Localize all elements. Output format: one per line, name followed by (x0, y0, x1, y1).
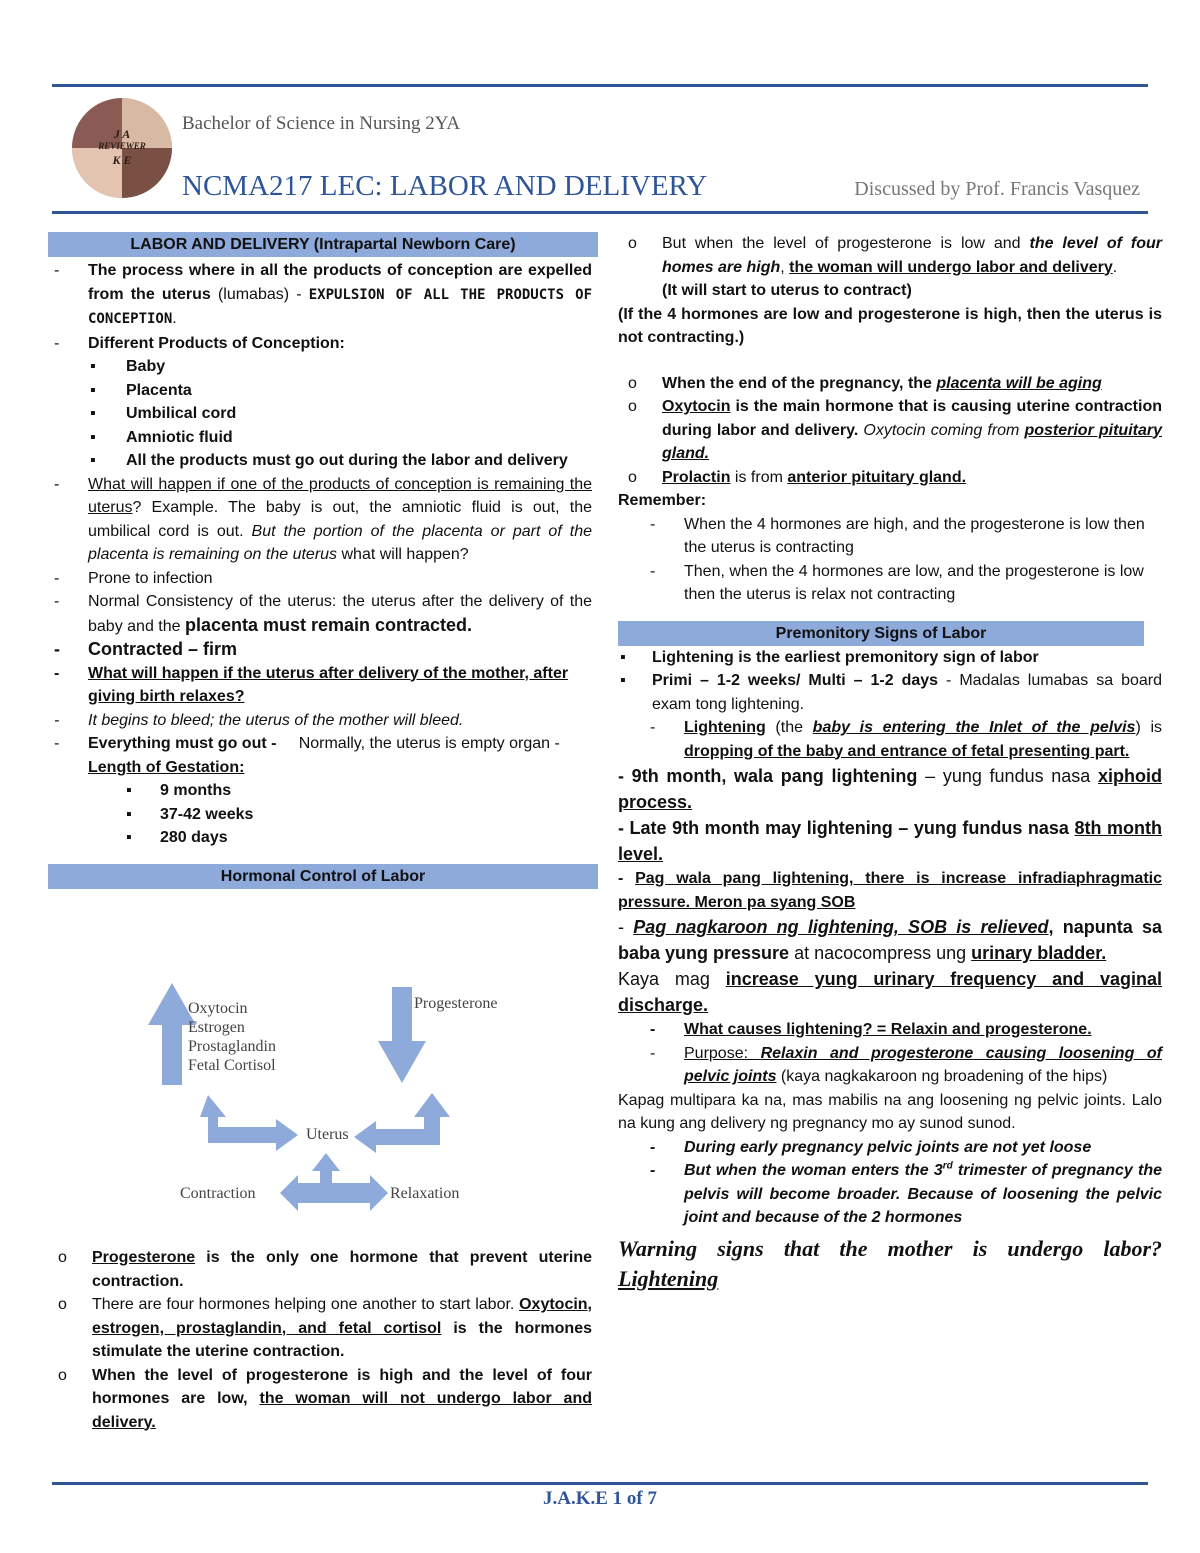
list-item: ▪ Lightening is the earliest premonitory sign of labor (620, 648, 1039, 666)
progesterone-label: Progesterone (414, 995, 498, 1012)
list-item: - Prone to infection (54, 569, 213, 587)
list-item: ▪ 37-42 weeks (126, 805, 254, 823)
hormone-label-oxytocin: Oxytocin (188, 1000, 248, 1017)
list-item: - Normal Consistency of the uterus: the uterus after the delivery of the baby and the placenta must remain contracted. (54, 593, 592, 635)
paragraph: (If the 4 hormones are low and progesterone is high, then the uterus is not contracting.) (618, 305, 1162, 346)
paragraph: - Pag nagkaroon ng lightening, SOB is relieved, napunta sa baba yung pressure at nacocompress ung urinary bladder. (618, 917, 1162, 963)
contraction-arrow-icon (200, 1095, 298, 1151)
section-band-premonitory-signs: Premonitory Signs of Labor (618, 621, 1144, 646)
relaxation-label: Relaxation (390, 1185, 460, 1202)
page-title: NCMA217 LEC: LABOR AND DELIVERY (182, 170, 708, 202)
top-rule (52, 84, 1148, 87)
list-item: - Contracted – firm (54, 639, 238, 659)
list-item: - Purpose: Relaxin and progesterone causing loosening of pelvic joints (kaya nagkakaroon ng broadening of the hips) (650, 1044, 1162, 1085)
section-band-labor-delivery: LABOR AND DELIVERY (Intrapartal Newborn Care) (48, 232, 598, 257)
remember-label: Remember: (618, 492, 707, 509)
list-item: - Then, when the 4 hormones are low, and the progesterone is low then the uterus is relax not contracting (650, 562, 1144, 603)
discussed-by: Discussed by Prof. Francis Vasquez (854, 178, 1140, 200)
list-item: - But when the woman enters the 3rd trimester of pregnancy the pelvis will become broader. Because of loosening the pelvic joint and because of the 2 hormones (650, 1160, 1162, 1226)
list-item: - The process where in all the products of conception are expelled from the uterus (lumabas) - EXPULSION OF ALL THE PRODUCTS OF CONCEPTION. (54, 262, 593, 327)
uterus-double-arrow-icon (280, 1153, 388, 1211)
list-item: - It begins to bleed; the uterus of the mother will bleed. (54, 711, 464, 729)
list-item: - Everything must go out - Normally, the uterus is empty organ - Length of Gestation: (54, 735, 560, 776)
list-item: - What will happen if the uterus after delivery of the mother, after giving birth relaxes? (54, 664, 569, 705)
list-item: ▪ Baby (90, 358, 166, 375)
reviewer-logo: J A REVIEWER K E (72, 98, 172, 198)
left-column (48, 232, 598, 889)
paragraph: - Pag wala pang lightening, there is increase infradiaphragmatic pressure. Meron pa syang SOB (618, 870, 1162, 911)
list-item: ▪ 9 months (126, 782, 232, 799)
list-item: ▪ Umbilical cord (90, 405, 237, 422)
list-item: ▪ 280 days (126, 829, 228, 846)
hormone-label-fetal-cortisol: Fetal Cortisol (188, 1057, 276, 1074)
list-item: - When the 4 hormones are high, and the progesterone is low then the uterus is contracting (650, 515, 1145, 556)
program-subtitle: Bachelor of Science in Nursing 2YA (182, 113, 461, 134)
list-item: ▪ Primi – 1-2 weeks/ Multi – 1-2 days - Madalas lumabas sa board exam tong lightening. (620, 672, 1163, 713)
list-item: - Different Products of Conception: (54, 334, 345, 352)
right-column (618, 232, 1162, 1294)
paragraph: Kapag multipara ka na, mas mabilis na ang loosening ng pelvic joints. Lalo na kung ang delivery ng pregnancy mo ay sunod sunod. (618, 1091, 1162, 1132)
list-item: ▪ Placenta (90, 381, 192, 399)
list-item: o Progesterone is the only one hormone that prevent uterine contraction. (58, 1249, 592, 1290)
paragraph: - 9th month, wala pang lightening – yung fundus nasa xiphoid process. (618, 766, 1162, 812)
list-item: o But when the level of progesterone is low and the level of four homes are high, the woman will undergo labor and delivery. (It will start to uterus to contract) (628, 235, 1163, 299)
list-item: o When the level of progesterone is high and the level of four hormones are low, the woman will not undergo labor and delivery. (58, 1366, 593, 1431)
list-item: o When the end of the pregnancy, the placenta will be aging (628, 374, 1102, 392)
list-item: ▪ All the products must go out during the labor and delivery (90, 452, 568, 469)
list-item: o Oxytocin is the main hormone that is causing uterine contraction during labor and delivery. Oxytocin coming from posterior pituitary gland. (628, 398, 1162, 462)
paragraph: - Late 9th month may lightening – yung fundus nasa 8th month level. (618, 818, 1162, 864)
page-footer: J.A.K.E 1 of 7 (543, 1488, 657, 1509)
warning-signs-question: Warning signs that the mother is undergo labor? Lightening (618, 1235, 1162, 1291)
paragraph: Kaya mag increase yung urinary frequency and vaginal discharge. (618, 969, 1163, 1015)
list-item: o Prolactin is from anterior pituitary gland. (628, 468, 967, 486)
contraction-label: Contraction (180, 1185, 256, 1202)
footer-rule (52, 1482, 1148, 1485)
hormone-label-prostaglandin: Prostaglandin (188, 1038, 276, 1055)
list-item: ▪ Amniotic fluid (90, 428, 233, 446)
list-item: - Lightening (the baby is entering the Inlet of the pelvis) is dropping of the baby and entrance of fetal presenting part. (650, 719, 1163, 760)
hormonal-control-diagram (130, 975, 498, 1215)
header-rule (52, 211, 1148, 214)
list-item: - During early pregnancy pelvic joints are not yet loose (650, 1138, 1092, 1156)
hormone-label-estrogen: Estrogen (188, 1019, 245, 1036)
list-item: o There are four hormones helping one another to start labor. Oxytocin, estrogen, prostaglandin, and fetal cortisol is the hormones stimulate the uterine contraction. (58, 1296, 593, 1360)
relaxation-arrow-icon (354, 1093, 450, 1153)
left-column-lower (48, 1246, 592, 1434)
uterus-label: Uterus (306, 1126, 349, 1143)
list-item: - What causes lightening? = Relaxin and progesterone. (650, 1021, 1092, 1038)
list-item: - What will happen if one of the products of conception is remaining the uterus? Example. The baby is out, the amniotic fluid is out, the umbilical cord is out. But the portion of the placenta or part of the placenta is remaining on the uterus what will happen? (54, 475, 592, 563)
section-band-hormonal-control: Hormonal Control of Labor (48, 864, 598, 889)
